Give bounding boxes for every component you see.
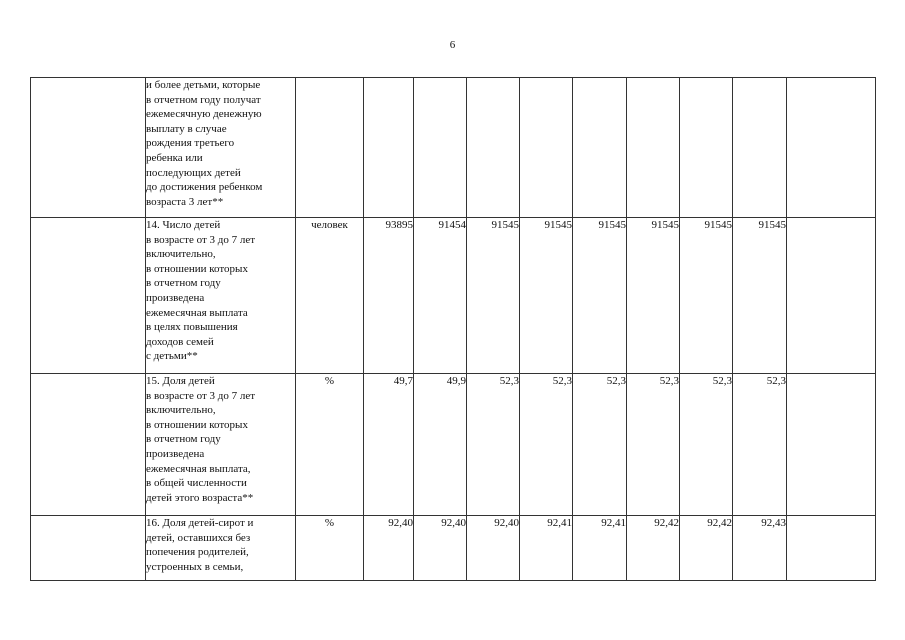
value-cell: 52,3 <box>733 374 787 516</box>
value-cell: 91454 <box>414 218 467 374</box>
value-cell: 91545 <box>573 218 627 374</box>
empty-cell <box>787 516 876 581</box>
value-cell: 92,41 <box>573 516 627 581</box>
empty-cell <box>787 78 876 218</box>
value-cell: 92,43 <box>733 516 787 581</box>
value-cell: 49,9 <box>414 374 467 516</box>
value-cell: 92,40 <box>467 516 520 581</box>
value-cell: 91545 <box>520 218 573 374</box>
empty-cell <box>787 374 876 516</box>
value-cell <box>364 78 414 218</box>
table-row <box>31 78 876 218</box>
indicators-table <box>30 77 876 581</box>
value-cell: 91545 <box>627 218 680 374</box>
value-cell: 52,3 <box>520 374 573 516</box>
indicator-name-cell: 14. Число детей в возрасте от 3 до 7 лет включительно, в отношении которых в отчетном году произведена ежемесячная выплата в целях повышения доходов семей с детьми** <box>146 218 296 374</box>
value-cell: 92,41 <box>520 516 573 581</box>
value-cell <box>733 78 787 218</box>
value-cell <box>573 78 627 218</box>
unit-cell <box>296 78 364 218</box>
value-cell: 92,40 <box>414 516 467 581</box>
value-cell: 52,3 <box>680 374 733 516</box>
table-row <box>31 218 876 374</box>
value-cell: 93895 <box>364 218 414 374</box>
table-row <box>31 516 876 581</box>
row-number-cell <box>31 516 146 581</box>
unit-cell: % <box>296 516 364 581</box>
empty-cell <box>787 218 876 374</box>
value-cell: 92,42 <box>680 516 733 581</box>
value-cell: 52,3 <box>467 374 520 516</box>
value-cell: 92,40 <box>364 516 414 581</box>
indicator-name-cell: 16. Доля детей-сирот и детей, оставшихся без попечения родителей, устроенных в семьи, <box>146 516 296 581</box>
value-cell <box>627 78 680 218</box>
page-number: 6 <box>449 39 456 51</box>
value-cell: 91545 <box>467 218 520 374</box>
row-number-cell <box>31 374 146 516</box>
value-cell: 91545 <box>680 218 733 374</box>
value-cell <box>680 78 733 218</box>
unit-cell: % <box>296 374 364 516</box>
value-cell: 52,3 <box>627 374 680 516</box>
value-cell: 52,3 <box>573 374 627 516</box>
value-cell: 91545 <box>733 218 787 374</box>
value-cell: 92,42 <box>627 516 680 581</box>
row-number-cell <box>31 78 146 218</box>
indicator-name-cell: 15. Доля детей в возрасте от 3 до 7 лет включительно, в отношении которых в отчетном году произведена ежемесячная выплата, в общей численности детей этого возраста** <box>146 374 296 516</box>
value-cell <box>414 78 467 218</box>
row-number-cell <box>31 218 146 374</box>
table-row <box>31 374 876 516</box>
value-cell: 49,7 <box>364 374 414 516</box>
unit-cell: человек <box>296 218 364 374</box>
value-cell <box>467 78 520 218</box>
value-cell <box>520 78 573 218</box>
indicator-name-cell: и более детьми, которые в отчетном году получат ежемесячную денежную выплату в случае рождения третьего ребенка или последующих детей до достижения ребенком возраста 3 лет** <box>146 78 296 218</box>
